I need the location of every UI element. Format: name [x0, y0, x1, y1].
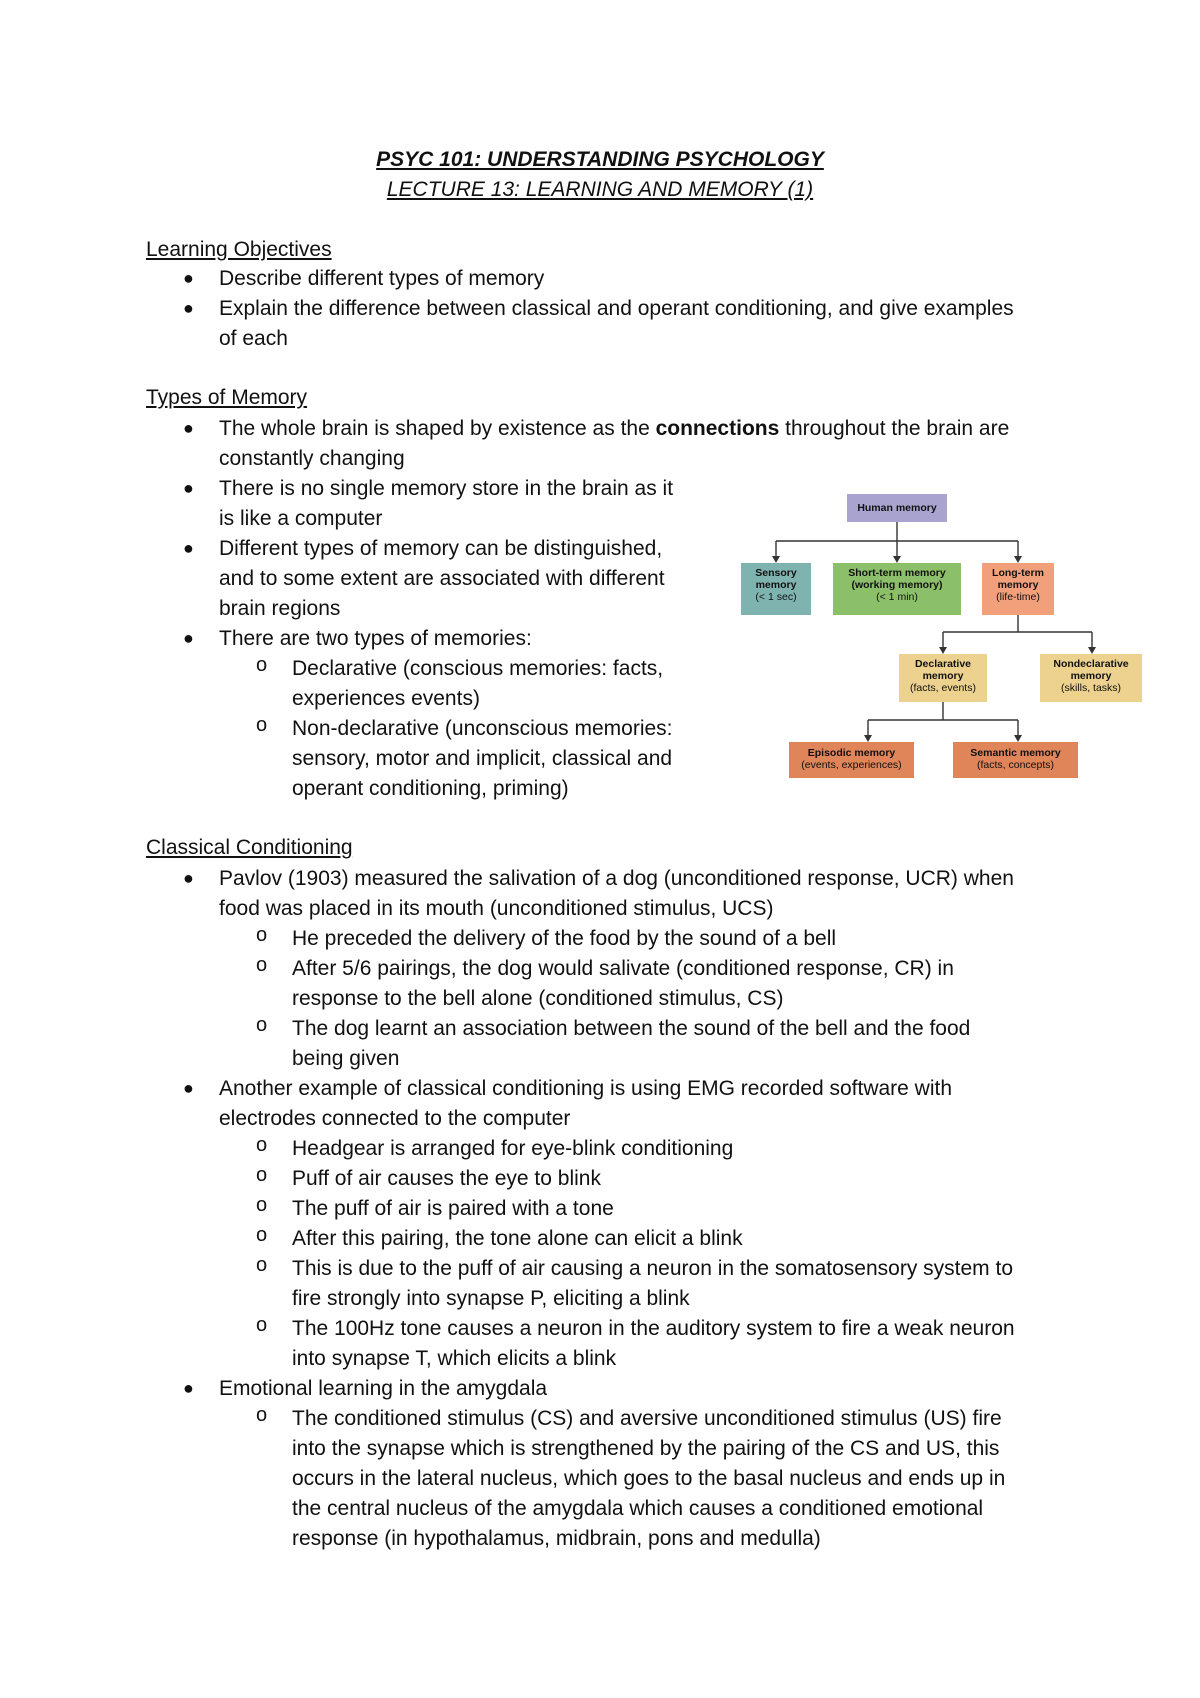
section-heading-objectives: Learning Objectives	[146, 238, 332, 261]
sub-list-item-continued: fire strongly into synapse P, eliciting a blink	[292, 1287, 690, 1310]
box-subtitle: (skills, tasks)	[1060, 682, 1122, 694]
section-heading-types-of-memory: Types of Memory	[146, 386, 308, 409]
box-title: memory	[1070, 670, 1112, 682]
sub-list-item-continued: being given	[292, 1047, 400, 1070]
box-title: Long-term	[992, 567, 1044, 579]
sub-list-item: The puff of air is paired with a tone	[292, 1197, 614, 1220]
page-title: PSYC 101: UNDERSTANDING PSYCHOLOGY	[376, 148, 824, 171]
sub-list-item-continued: response (in hypothalamus, midbrain, pons and medulla)	[292, 1527, 821, 1550]
arrow-head	[1088, 647, 1096, 654]
arrow-head	[939, 647, 947, 654]
list-item: Pavlov (1903) measured the salivation of a dog (unconditioned response, UCR) when	[219, 867, 1014, 890]
box-title: Declarative	[914, 658, 972, 670]
arrow-head	[772, 556, 780, 563]
sub-bullet-icon: o	[256, 1314, 268, 1336]
sub-list-item-continued: operant conditioning, priming)	[292, 777, 569, 800]
page-subtitle: LECTURE 13: LEARNING AND MEMORY (1)	[386, 178, 814, 201]
human-memory-box	[847, 494, 947, 522]
list-item	[219, 414, 1009, 444]
box-title: memory	[755, 579, 797, 591]
bullet-icon: ●	[183, 868, 194, 888]
sub-bullet-icon: o	[256, 1194, 268, 1216]
arrow-head	[864, 735, 872, 742]
box-title: Episodic memory	[807, 747, 896, 759]
list-item: There is no single memory store in the brain as it	[219, 477, 674, 500]
sub-list-item: He preceded the delivery of the food by the sound of a bell	[292, 927, 837, 950]
sub-list-item-continued: into synapse T, which elicits a blink	[292, 1347, 617, 1370]
declarative-memory-box	[899, 654, 987, 702]
box-title: memory	[922, 670, 964, 682]
bullet-icon: ●	[183, 418, 194, 438]
sub-list-item: After this pairing, the tone alone can elicit a blink	[292, 1227, 743, 1250]
sensory-memory-box	[741, 563, 811, 615]
long-term-memory-box	[982, 563, 1054, 615]
sub-list-item: The conditioned stimulus (CS) and aversive unconditioned stimulus (US) fire	[292, 1407, 1002, 1430]
bullet-icon: ●	[183, 478, 194, 498]
box-subtitle: (facts, events)	[910, 682, 976, 694]
bullet-icon: ●	[183, 1078, 194, 1098]
sub-bullet-icon: o	[256, 1164, 268, 1186]
arrow-head	[1014, 556, 1022, 563]
sub-list-item-continued: response to the bell alone (conditioned stimulus, CS)	[292, 987, 784, 1010]
box-subtitle: (facts, concepts)	[976, 759, 1055, 771]
bullet-icon: ●	[183, 538, 194, 558]
list-item: Explain the difference between classical and operant conditioning, and give examples	[219, 297, 1014, 320]
section-heading-classical-conditioning: Classical Conditioning	[146, 836, 353, 859]
box-title: Human memory	[857, 502, 937, 514]
sub-list-item: Headgear is arranged for eye-blink conditioning	[292, 1137, 734, 1160]
bullet-icon: ●	[183, 1378, 194, 1398]
list-item: Another example of classical conditioning is using EMG recorded software with	[219, 1077, 953, 1100]
sub-list-item-continued: experiences events)	[292, 687, 480, 710]
semantic-memory-box	[953, 742, 1078, 778]
list-item-continued: and to some extent are associated with different	[219, 567, 665, 590]
text-run: The whole brain is shaped by existence as the	[219, 417, 656, 440]
list-item-continued: constantly changing	[219, 447, 405, 470]
sub-bullet-icon: o	[256, 924, 268, 946]
bullet-icon: ●	[183, 268, 194, 288]
nondeclarative-memory-box	[1040, 654, 1142, 702]
sub-bullet-icon: o	[256, 1134, 268, 1156]
box-title: Sensory	[755, 567, 797, 579]
list-item: Describe different types of memory	[219, 267, 545, 290]
sub-bullet-icon: o	[256, 1014, 268, 1036]
sub-list-item-continued: occurs in the lateral nucleus, which goes to the basal nucleus and ends up in	[292, 1467, 1006, 1490]
sub-bullet-icon: o	[256, 654, 268, 676]
sub-bullet-icon: o	[256, 1404, 268, 1426]
list-item: There are two types of memories:	[219, 627, 532, 650]
box-subtitle: (events, experiences)	[801, 759, 902, 771]
sub-list-item: Non-declarative (unconscious memories:	[292, 717, 673, 740]
list-item-continued: electrodes connected to the computer	[219, 1107, 571, 1130]
bullet-icon: ●	[183, 628, 194, 648]
box-title: Nondeclarative	[1053, 658, 1129, 670]
sub-bullet-icon: o	[256, 1254, 268, 1276]
box-title: memory	[997, 579, 1039, 591]
list-item: Emotional learning in the amygdala	[219, 1377, 548, 1400]
sub-list-item: After 5/6 pairings, the dog would salivate (conditioned response, CR) in	[292, 957, 954, 980]
arrow-head	[1014, 735, 1022, 742]
sub-list-item: Declarative (conscious memories: facts,	[292, 657, 664, 680]
list-item-continued: food was placed in its mouth (unconditioned stimulus, UCS)	[219, 897, 774, 920]
sub-list-item: Puff of air causes the eye to blink	[292, 1167, 601, 1190]
episodic-memory-box	[789, 742, 914, 778]
box-title: Semantic memory	[970, 747, 1061, 759]
sub-list-item: The dog learnt an association between the sound of the bell and the food	[292, 1017, 971, 1040]
sub-list-item: The 100Hz tone causes a neuron in the auditory system to fire a weak neuron	[292, 1317, 1015, 1340]
sub-list-item-continued: sensory, motor and implicit, classical and	[292, 747, 673, 770]
box-subtitle: (< 1 min)	[876, 591, 918, 603]
sub-list-item-continued: the central nucleus of the amygdala which causes a conditioned emotional	[292, 1497, 984, 1520]
text-run-bold: connections	[655, 417, 780, 440]
arrow-head	[893, 556, 901, 563]
list-item-continued: of each	[219, 327, 288, 350]
sub-bullet-icon: o	[256, 954, 268, 976]
list-item-continued: is like a computer	[219, 507, 383, 530]
box-title: Short-term memory	[848, 567, 946, 579]
bullet-icon: ●	[183, 298, 194, 318]
short-term-memory-box	[833, 563, 961, 615]
sub-list-item: This is due to the puff of air causing a neuron in the somatosensory system to	[292, 1257, 1014, 1280]
list-item: Different types of memory can be distinguished,	[219, 537, 663, 560]
sub-bullet-icon: o	[256, 1224, 268, 1246]
box-subtitle: (< 1 sec)	[755, 591, 797, 603]
sub-list-item-continued: into the synapse which is strengthened by the pairing of the CS and US, this	[292, 1437, 1000, 1460]
list-item-continued: brain regions	[219, 597, 341, 620]
text-run: throughout the brain are	[779, 417, 1010, 440]
box-subtitle: (life-time)	[996, 591, 1040, 603]
box-title: (working memory)	[851, 579, 943, 591]
sub-bullet-icon: o	[256, 714, 268, 736]
